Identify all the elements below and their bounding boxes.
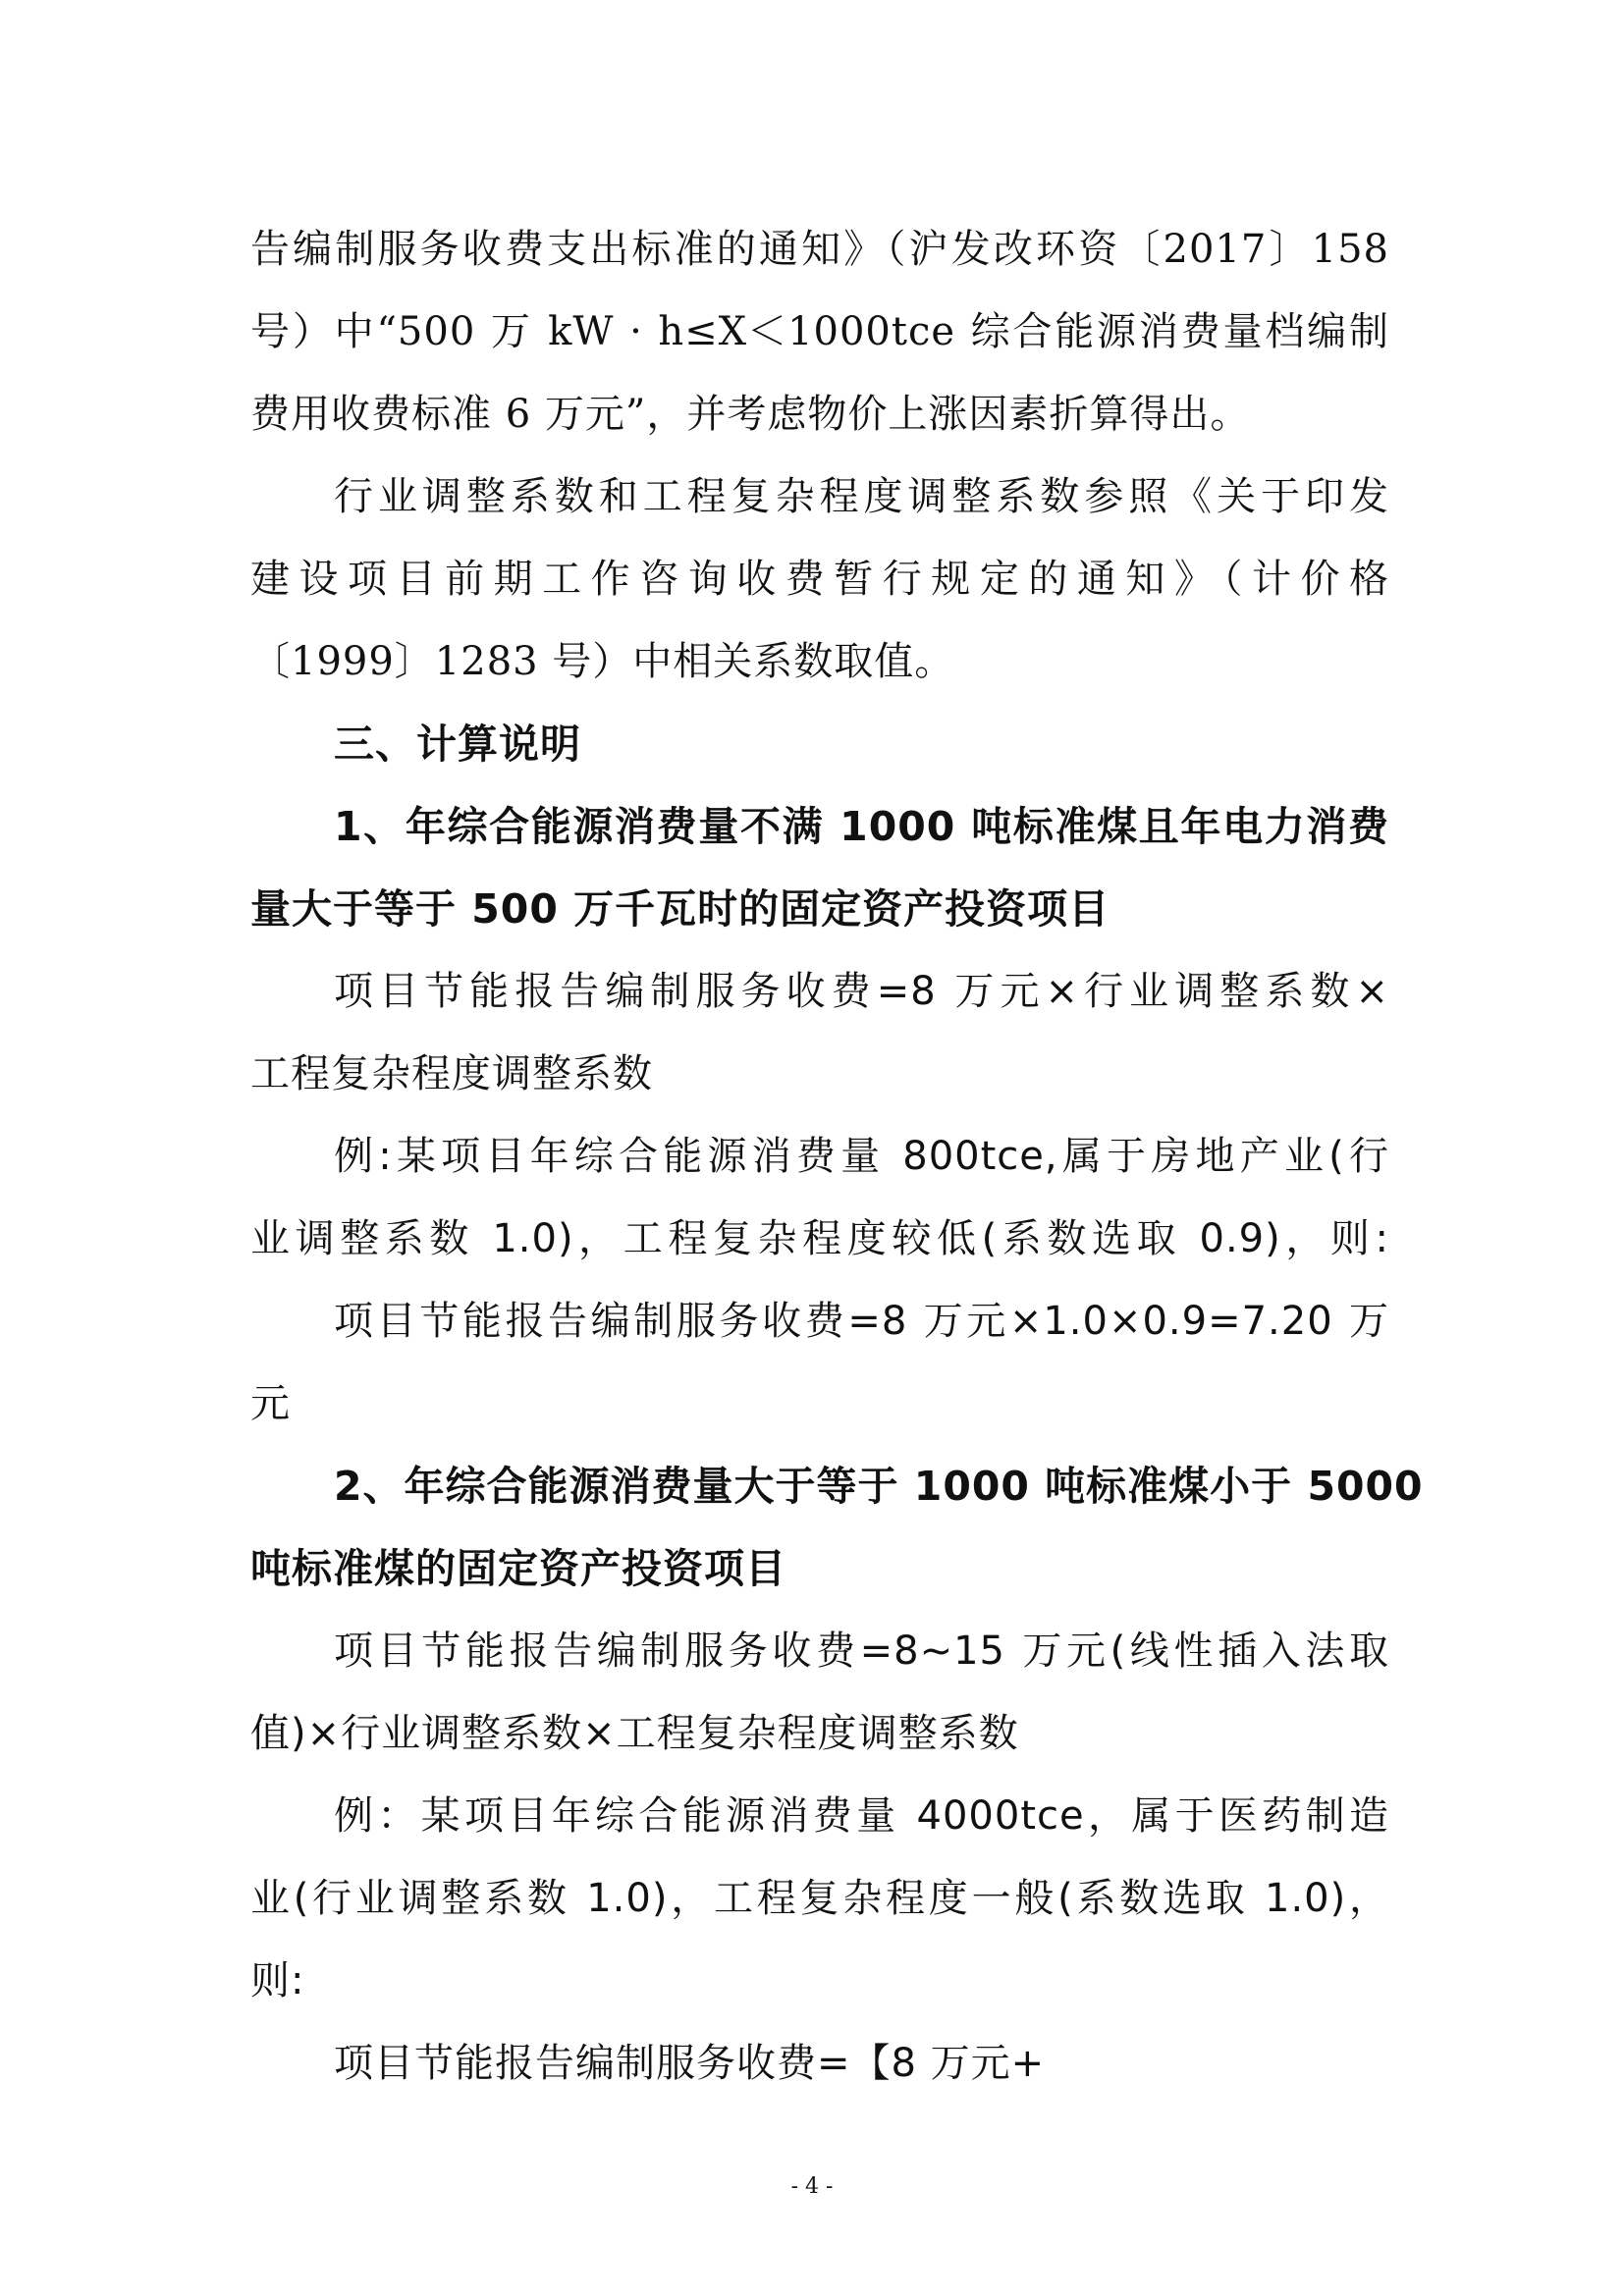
subsection-heading: 1、年综合能源消费量不满 1000 吨标准煤且年电力消费 [334, 803, 1389, 850]
body-line: 建设项目前期工作咨询收费暂行规定的通知》（计价格 [250, 557, 1389, 602]
body-line: 项目节能报告编制服务收费=8 万元×行业调整系数× [334, 969, 1389, 1014]
body-line: 业(行业调整系数 1.0)，工程复杂程度一般(系数选取 1.0)， [250, 1876, 1389, 1921]
body-line: 〔1999〕1283 号）中相关系数取值。 [250, 639, 955, 684]
body-line: 业调整系数 1.0)，工程复杂程度较低(系数选取 0.9)，则: [250, 1216, 1389, 1261]
body-line: 项目节能报告编制服务收费=8~15 万元(线性插入法取 [334, 1629, 1389, 1674]
subsection-heading: 2、年综合能源消费量大于等于 1000 吨标准煤小于 5000 [334, 1463, 1424, 1510]
body-line: 值)×行业调整系数×工程复杂程度调整系数 [250, 1711, 1019, 1756]
body-line: 告编制服务收费支出标准的通知》（沪发改环资〔2017〕158 [250, 227, 1389, 272]
body-line: 费用收费标准 6 万元”，并考虑物价上涨因素折算得出。 [250, 392, 1251, 437]
subsection-heading: 量大于等于 500 万千瓦时的固定资产投资项目 [250, 885, 1110, 933]
section-heading: 三、计算说明 [334, 721, 581, 768]
body-line: 工程复杂程度调整系数 [250, 1051, 653, 1096]
body-line: 项目节能报告编制服务收费=8 万元×1.0×0.9=7.20 万 [334, 1299, 1389, 1344]
body-line: 例:某项目年综合能源消费量 800tce,属于房地产业(行 [334, 1134, 1389, 1179]
body-line: 例：某项目年综合能源消费量 4000tce，属于医药制造 [334, 1793, 1389, 1839]
subsection-heading: 吨标准煤的固定资产投资项目 [250, 1545, 786, 1592]
page-number: - 4 - [790, 2174, 834, 2199]
body-line: 行业调整系数和工程复杂程度调整系数参照《关于印发 [334, 474, 1389, 519]
body-line: 项目节能报告编制服务收费=【8 万元+ [334, 2041, 1046, 2086]
body-line: 元 [250, 1381, 291, 1426]
body-line: 号）中“500 万 kW · h≤X＜1000tce 综合能源消费量档编制 [250, 309, 1389, 354]
body-line: 则: [250, 1958, 305, 2003]
